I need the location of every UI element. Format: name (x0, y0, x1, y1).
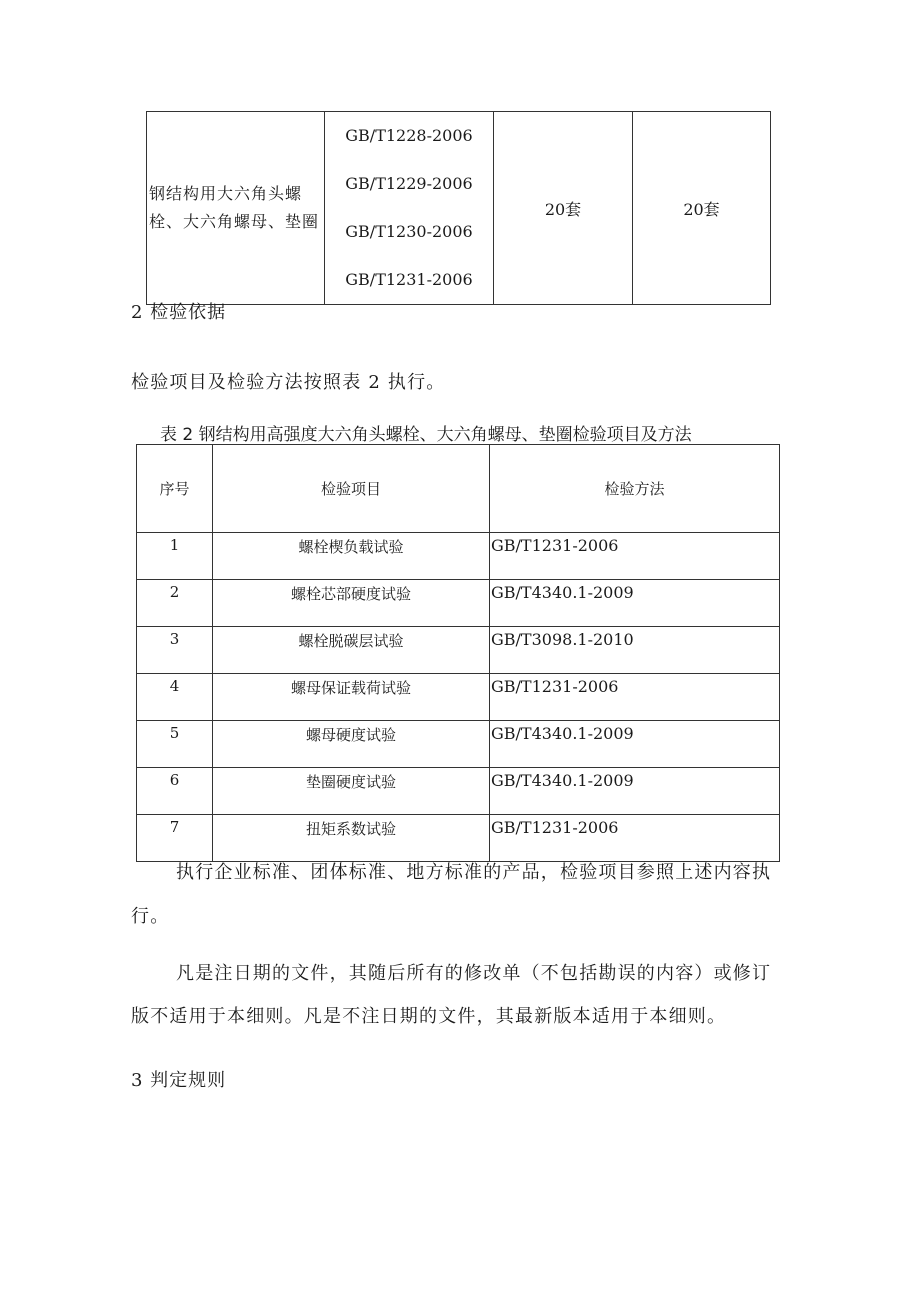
section-2-heading: 2 检验依据 (131, 302, 227, 323)
quantity-cell (633, 112, 771, 305)
table-row (137, 627, 780, 674)
method-text: GB/T4340.1-2009 (491, 724, 634, 743)
quantity-value: 20套 (683, 199, 720, 219)
method-text: GB/T1231-2006 (491, 677, 619, 696)
method-text: GB/T3098.1-2010 (491, 630, 634, 649)
row-method (490, 533, 780, 580)
section-3-heading: 3 判定规则 (131, 1070, 227, 1091)
header-cell-item: 检验项目 (213, 445, 490, 533)
standard-item: GB/T1230-2006 (345, 222, 473, 241)
row-no: 2 (137, 580, 213, 627)
standards-cell (325, 112, 494, 305)
table-row (137, 768, 780, 815)
paragraph-2-line-2: 版不适用于本细则。凡是不注日期的文件，其最新版本适用于本细则。 (131, 1006, 727, 1027)
row-item: 螺栓芯部硬度试验 (213, 580, 490, 627)
paragraph-2-line-1: 凡是注日期的文件，其随后所有的修改单（不包括勘误的内容）或修订 (176, 963, 772, 984)
row-item: 垫圈硬度试验 (213, 768, 490, 815)
table-2-caption: 表 2 钢结构用高强度大六角头螺栓、大六角螺母、垫圈检验项目及方法 (160, 425, 692, 445)
header-cell-method: 检验方法 (490, 445, 780, 533)
table-row (137, 580, 780, 627)
table-header-row (137, 445, 780, 533)
paragraph-1-line-1: 执行企业标准、团体标准、地方标准的产品，检验项目参照上述内容执 (176, 862, 772, 883)
row-item: 扭矩系数试验 (213, 815, 490, 862)
product-name: 钢结构用大六角头螺栓、大六角螺母、垫圈 (149, 184, 320, 231)
standard-item: GB/T1231-2006 (345, 270, 473, 289)
header-cell-no: 序号 (137, 445, 213, 533)
row-method (490, 815, 780, 862)
row-no: 4 (137, 674, 213, 721)
row-no: 6 (137, 768, 213, 815)
product-name-cell (147, 112, 325, 305)
row-no: 7 (137, 815, 213, 862)
method-text: GB/T1231-2006 (491, 818, 619, 837)
quantity-value: 20套 (544, 199, 582, 219)
row-method (490, 580, 780, 627)
inspection-items-table (136, 444, 780, 862)
paragraph-1-line-2: 行。 (131, 906, 170, 927)
standard-item: GB/T1229-2006 (345, 174, 473, 193)
quantity-cell (494, 112, 633, 305)
table-row (137, 815, 780, 862)
row-method (490, 721, 780, 768)
table-row (137, 721, 780, 768)
table-row (137, 674, 780, 721)
method-text: GB/T1231-2006 (491, 536, 619, 555)
row-no: 3 (137, 627, 213, 674)
row-item: 螺栓楔负载试验 (213, 533, 490, 580)
section-2-intro: 检验项目及检验方法按照表 2 执行。 (131, 372, 446, 393)
row-method (490, 674, 780, 721)
row-item: 螺栓脱碳层试验 (213, 627, 490, 674)
table-row (137, 533, 780, 580)
row-no: 5 (137, 721, 213, 768)
product-sample-table (146, 111, 771, 305)
row-method (490, 768, 780, 815)
row-item: 螺母保证载荷试验 (213, 674, 490, 721)
row-item: 螺母硬度试验 (213, 721, 490, 768)
method-text: GB/T4340.1-2009 (491, 771, 634, 790)
row-no: 1 (137, 533, 213, 580)
method-text: GB/T4340.1-2009 (491, 583, 634, 602)
row-method (490, 627, 780, 674)
standard-item: GB/T1228-2006 (345, 126, 473, 145)
